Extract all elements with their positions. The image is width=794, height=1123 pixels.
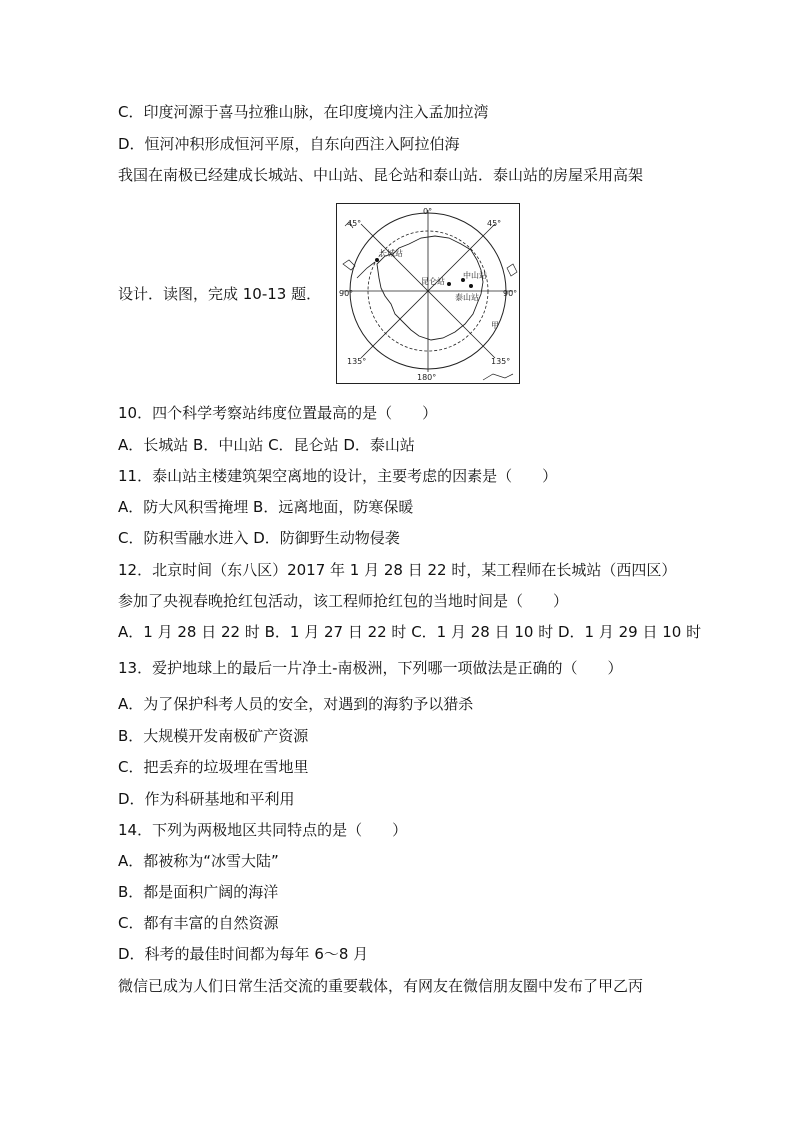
text-line-prev-d: D．恒河冲积形成恒河平原，自东向西注入阿拉伯海 (118, 135, 460, 153)
taishan-station-dot (469, 284, 473, 288)
label-lon-90e: 90° (503, 289, 518, 298)
text-line-q11-cd: C．防积雪融水进入 D．防御野生动物侵袭 (118, 529, 400, 547)
antarctica-map-svg (337, 204, 519, 383)
text-line-q13-a: A．为了保护科考人员的安全，对遇到的海豹予以猎杀 (118, 695, 474, 713)
label-lon-0: 0° (423, 207, 433, 216)
text-line-q13-d: D．作为科研基地和平利用 (118, 790, 295, 808)
text-line-q12: 12．北京时间（东八区）2017 年 1 月 28 日 22 时，某工程师在长城站（西四区） (118, 561, 677, 579)
label-lon-90w: 90° (339, 289, 354, 298)
coast-fragment-south (483, 374, 513, 380)
intro-line-2: 设计．读图，完成 10-13 题． (118, 285, 322, 303)
text-line-q13-c: C．把丢弃的垃圾埋在雪地里 (118, 758, 309, 776)
text-line-q10-opts: A．长城站 B．中山站 C．昆仑站 D．泰山站 (118, 436, 415, 454)
text-line-q14-c: C．都有丰富的自然资源 (118, 914, 279, 932)
text-line-q10: 10．四个科学考察站纬度位置最高的是（ ） (118, 404, 438, 422)
label-zhongshan: 中山站 (463, 271, 487, 280)
label-lon-45e: 45° (487, 219, 502, 228)
coast-fragment-east (507, 264, 517, 276)
changcheng-station-dot (375, 258, 379, 262)
text-line-q13-b: B．大规模开发南极矿产资源 (118, 727, 309, 745)
label-lon-135w: 135° (347, 357, 367, 366)
peninsula-outline (357, 262, 375, 278)
text-line-q11: 11．泰山站主楼建筑架空离地的设计，主要考虑的因素是（ ） (118, 467, 558, 485)
text-line-q13: 13．爱护地球上的最后一片净土-南极洲，下列哪一项做法是正确的（ ） (118, 659, 623, 677)
text-line-q11-ab: A．防大风积雪掩埋 B．远离地面，防寒保暖 (118, 498, 414, 516)
label-lon-180: 180° (417, 373, 437, 382)
text-line-next-intro: 微信已成为人们日常生活交流的重要载体，有网友在微信朋友圈中发布了甲乙丙 (118, 977, 644, 995)
text-line-prev-c: C．印度河源于喜马拉雅山脉，在印度境内注入孟加拉湾 (118, 103, 489, 121)
text-line-intro-1: 我国在南极已经建成长城站、中山站、昆仑站和泰山站．泰山站的房屋采用高架 (118, 166, 644, 184)
label-lon-135e: 135° (491, 357, 511, 366)
label-lon-45w: 45° (347, 219, 362, 228)
antarctica-map (336, 203, 520, 384)
text-line-q14-a: A．都被称为“冰雪大陆” (118, 852, 279, 870)
label-changcheng: 长城站 (379, 249, 403, 258)
kunlun-station-dot (447, 282, 451, 286)
text-line-q14: 14．下列为两极地区共同特点的是（ ） (118, 821, 408, 839)
label-jia: 甲 (491, 321, 499, 330)
text-line-q14-d: D．科考的最佳时间都为每年 6～8 月 (118, 945, 369, 963)
text-line-q12-b: 参加了央视春晚抢红包活动，该工程师抢红包的当地时间是（ ） (118, 592, 569, 610)
text-line-q14-b: B．都是面积广阔的海洋 (118, 883, 279, 901)
label-taishan: 泰山站 (455, 293, 479, 302)
text-line-q12-opts: A．1 月 28 日 22 时 B．1 月 27 日 22 时 C．1 月 28 日 10 时 D．1 月 29 日 10 时 (118, 623, 702, 641)
label-kunlun: 昆仑站 (421, 277, 445, 286)
